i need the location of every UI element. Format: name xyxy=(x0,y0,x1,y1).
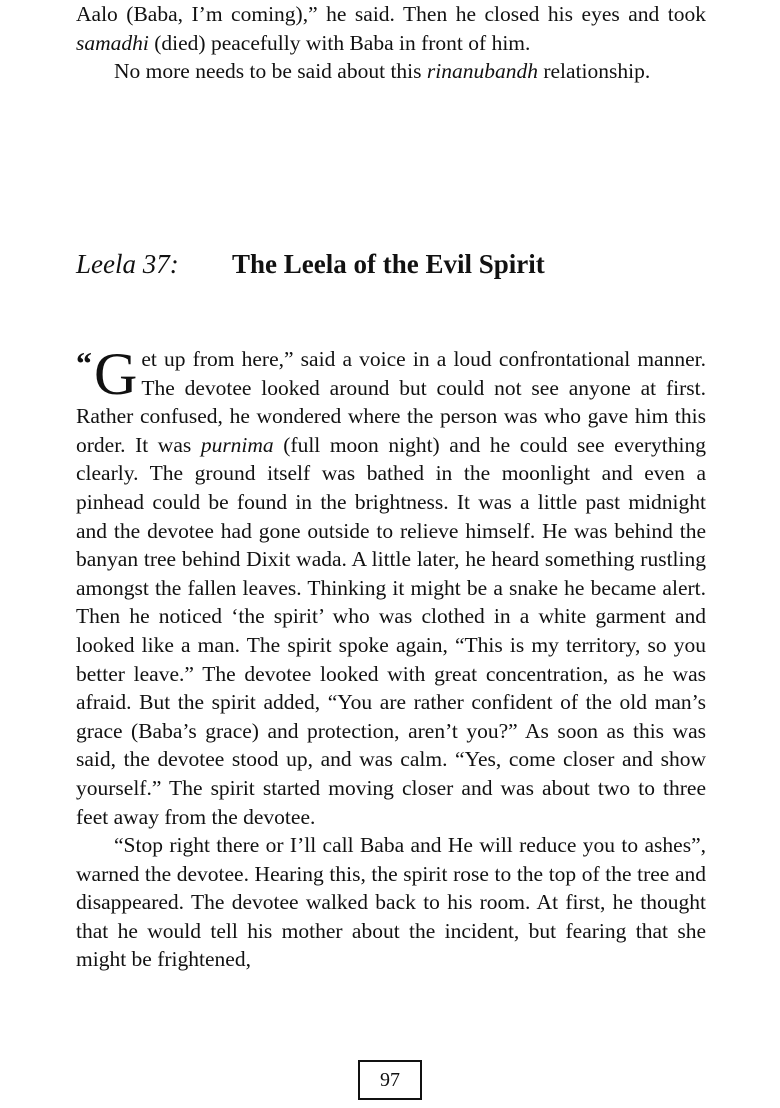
story-paragraph-2: “Stop right there or I’ll call Baba and He will reduce you to ashes”, warned the devotee. Hearing this, the spirit rose to the top of the tree and disappeared. The devotee walked back to his room. At first, he thought that he would tell his mother about the incident, but fearing that she might be frightened, xyxy=(76,833,706,972)
story-paragraph-1: “ G et up from here,” said a voice in a loud confrontational manner. The devotee looked around but could not see anyone at first. Rather confused, he wondered where the person was who gave him this order. It was purnima (full moon night) and he could see everything clearly. The ground itself was bathed in the moonlight and even a pinhead could be found in the brightness. It was a little past midnight and the devotee had gone outside to relieve himself. He was behind the banyan tree behind Dixit wada. A little later, he heard something rustling amongst the fallen leaves. Thinking it might be a snake he became alert. Then he noticed ‘the spirit’ who was clothed in a white garment and looked like a man. The spirit spoke again, “This is my territory, so you better leave.” The devotee looked with great concentration, as he was afraid. But the spirit added, “You are rather confident of the old man’s grace (Baba’s grace) and protection, aren’t you?” As soon as this was said, the devotee stood up, and was calm. “Yes, come closer and show yourself.” The spirit started moving closer and was about two to three feet away from the devotee. xyxy=(76,341,707,829)
page-number-box: 97 xyxy=(358,1060,422,1100)
paragraph-baba-coming: Aalo (Baba, I’m coming),” he said. Then he closed his eyes and took samadhi (died) peacefully with Baba in front of him. xyxy=(76,2,706,55)
drop-cap-letter: G xyxy=(94,341,138,407)
leela-title: The Leela of the Evil Spirit xyxy=(232,249,545,279)
leela-story xyxy=(76,341,707,974)
leela-number: Leela 37: xyxy=(76,249,179,279)
drop-cap-block xyxy=(76,341,138,407)
chapter-heading xyxy=(76,246,706,282)
previous-leela-ending xyxy=(76,0,706,86)
paragraph-rinanubandh: No more needs to be said about this rinanubandh relationship. xyxy=(114,59,651,84)
opening-quote-mark: “ xyxy=(76,345,92,381)
